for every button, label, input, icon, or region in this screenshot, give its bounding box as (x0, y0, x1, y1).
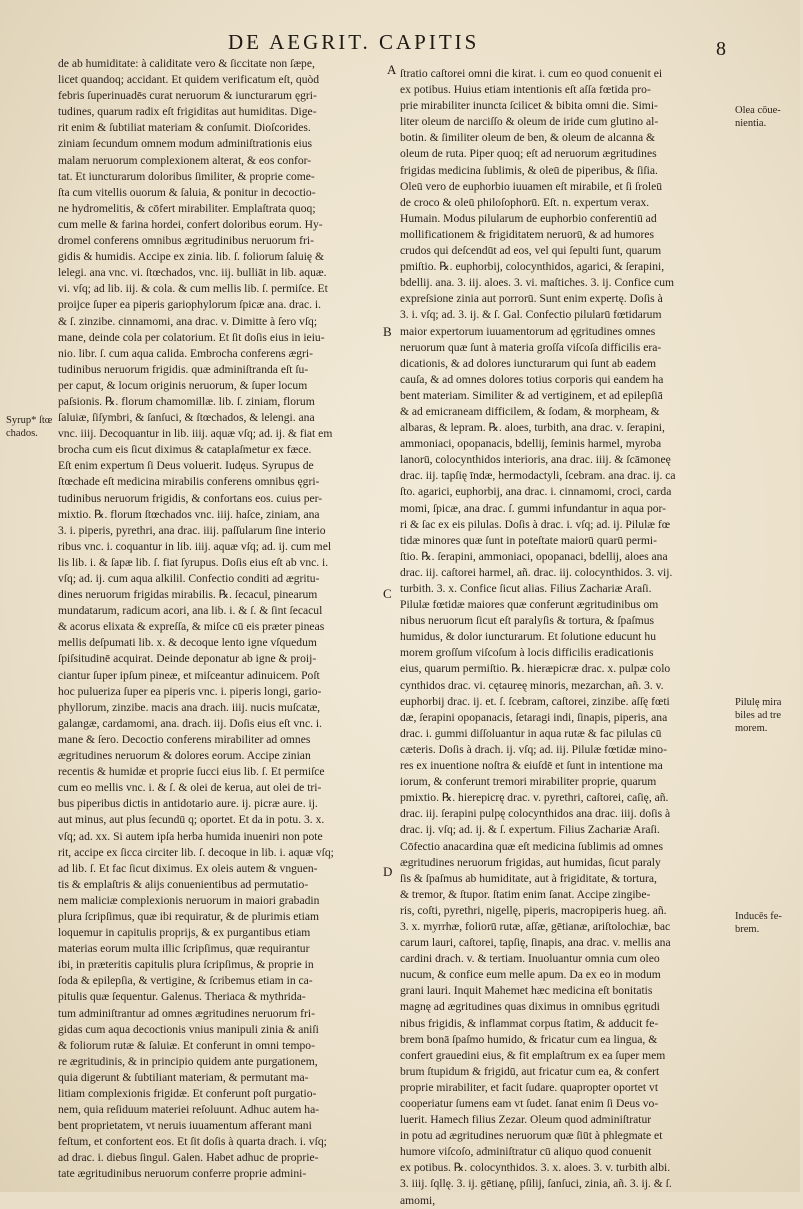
text-line: brem bonā ſpaſmo humido, & fricatur cum ea lingua, & (400, 1032, 658, 1046)
text-line: mane, deinde cola per colatorium. Et ſit doſis eius in ieiu- (58, 330, 325, 344)
text-line: pitulis quæ ſequentur. Galenus. Theriaca & mythrida- (58, 990, 306, 1004)
text-line: drac. iij. caſtorei harmel, añ. drac. iij. colocynthidos. 3. vij. (400, 565, 673, 579)
text-line: litiam complexionis frigidæ. Et conferunt poſt purgatio- (58, 1087, 317, 1100)
text-line: mixtio. ℞. florum ſtœchados vnc. iiij. haſce, ziniam, ana (58, 507, 320, 521)
text-line: crudos qui deſcendūt ad eos, vel qui ſepulti ſunt, quarum (400, 244, 662, 258)
margin-note-olea (735, 104, 803, 130)
text-line: vnc. iiij. Decoquantur in lib. iiij. aquæ vſq; ad. ij. & fiat em (58, 427, 333, 441)
text-line: ribus vnc. i. coquantur in lib. iiij. aquæ vſq; ad. ij. cum mel (58, 539, 332, 553)
text-line: licet quandoq; accidant. Et quidem verificatum eſt, quòd (58, 73, 320, 87)
text-line: nio. libr. ſ. cum aqua calida. Embrocha conferens ægri- (58, 346, 313, 360)
text-line: lelegi. ana vnc. vi. ſtœchados, vnc. iij. bulliāt in lib. aquæ. (58, 266, 327, 280)
text-line: vſq; ad. xx. Si autem ipſa herba humida inueniri non pote (58, 829, 323, 843)
text-line: oleum de ruta. Piper quoq; eſt ad neruorum ægritudines (400, 147, 657, 161)
text-line: lanorū, colocynthidos interioris, ana drac. iiij. & ſcāmoneę (400, 453, 671, 467)
text-line: vſq; ad. ij. cum aqua alkilil. Confectio conditi ad ægritu- (58, 572, 320, 585)
text-line: ægritudines neruorum frigidas, aut humidas, ſicut paraly (400, 855, 661, 869)
text-line: neruorum quæ ſunt à materia groſſa viſcoſa difficilis era- (400, 340, 662, 354)
section-marker-d: D (383, 864, 393, 879)
text-line: expreſsione zinia aut porrorū. Sunt enim expertę. Doſis à (400, 292, 663, 306)
left-column (58, 56, 388, 1181)
margin-note-pilulae (735, 696, 803, 735)
text-line: & ſ. zinzibe. cinnamomi, ana drac. v. Dimitte à ſero vſq; (58, 314, 318, 328)
text-line: lis lib. i. & ſapæ lib. ſ. fiat ſyrupus. Doſis eius eſt ab vnc. i. (58, 555, 329, 569)
margin-note-line: Inducēs fe- (735, 911, 782, 922)
text-line: tudinibus neruorum frigidis, & confortans eos. cuius per- (58, 491, 323, 505)
margin-note-line: morem. (735, 723, 768, 734)
text-line: aut minus, aut plus ſecundū q; oportet. Et da in potu. 3. x. (58, 813, 325, 827)
text-line: tudines, quarum radix eſt frigiditas aut humiditas. Dige- (58, 105, 317, 119)
text-line: tum adminiſtrantur ad omnes ægritudines neruorum fri- (58, 1006, 315, 1020)
text-line: & acorus elixata & expreſſa, & miſce cū eis præter pineas (58, 620, 325, 634)
text-line: 3. i. piperis, pyrethri, ana drac. iiij. paſſularum ſine interio (58, 523, 326, 537)
text-line: galangæ, cardamomi, ana. drach. iij. Doſis eius eſt vnc. i. (58, 716, 323, 730)
text-line: iorum, & conferunt tremori mirabiliter proprie, quarum (400, 775, 657, 789)
text-line: dæ, ſerapini opopanacis, ſetaragi indi, ſinapis, piperis, ana (400, 710, 668, 724)
margin-note-line: biles ad tre (735, 710, 782, 721)
text-line: pmixtio. ℞. hierepicrę drac. v. pyrethri, caſtorei, caſię, añ. (400, 791, 669, 805)
text-line: ne hydromelitis, & cōfert mirabiliter. Emplaſtrata quoq; (58, 201, 316, 215)
text-line: recentis & humidæ et proprie ſucci eius lib. ſ. Et permiſce (58, 765, 325, 779)
section-marker-c: C (383, 586, 392, 601)
text-line: ibi, in præteritis capitulis plura ſcripſimus, & proprie in (58, 958, 314, 972)
text-line: ſaluiæ, ſiſymbri, & ſanſuci, & ſtœchados, & lelengi. ana (58, 411, 315, 425)
text-line: tate ægritudinibus neruorum conferre proprie admini- (58, 1167, 307, 1181)
margin-note-line: chados. (6, 428, 38, 439)
text-line: & tremor, & ſtupor. ſtatim enim ſanat. Accipe zingibe- (400, 887, 651, 901)
text-line: loquemur in capitulis proprijs, & ex purgantibus etiam (58, 926, 311, 940)
text-line: humore viſcoſo, adminiſtratur cū aliquo quod conuenit (400, 1145, 652, 1159)
text-line: vi. vſq; ad lib. iij. & cola. & cum mellis lib. ſ. permiſce. Et (58, 282, 328, 296)
text-line: res ex inuentione noſtra & eiuſdē et ſunt in intentione ma (400, 759, 663, 773)
text-line: turbith. 3. x. Confice ſicut alias. Filius Zachariæ Araſi. (400, 582, 652, 595)
text-line: malam neruorum complexionem alterat, & eos confor- (58, 153, 312, 167)
text-line: ris, coſti, pyrethri, nigellę, piperis, macropiperis hueg. añ. (400, 903, 667, 917)
text-line: ſtœchade eſt medicina mirabilis conferens omnibus ęgri- (58, 475, 320, 489)
text-line: ciantur ſuper ipſum pineæ, et miſceantur adinuicem. Poſt (58, 668, 320, 682)
text-line: brocha cum eis ſicut diximus & cataplaſmetur ex fæce. (58, 443, 312, 457)
margin-note-line: Olea cōue- (735, 105, 781, 116)
text-line: bdellij. ana. 3. iij. aloes. 3. vi. maſtiches. 3. ij. Confice cum (400, 276, 675, 290)
text-line: bent materiam. Similiter & ad vertiginem, et ad epilepſiā (400, 388, 663, 402)
text-line: tidæ minores quæ ſunt in poteſtate maiorū quarū permi- (400, 533, 657, 547)
text-line: cum eo mellis vnc. i. & ſ. & olei de kerua, aut olei de tri- (58, 781, 322, 795)
text-line: ſis & ſpaſmus ab humiditate, aut à frigiditate, & tortura, (400, 871, 657, 885)
text-line: eius, quarum permiſtio. ℞. hieræpicræ drac. x. pulpæ colo (400, 662, 671, 676)
text-line: de ab humiditate: à caliditate vero & ſiccitate non ſæpe, (58, 57, 315, 70)
folio-number: 8 (716, 38, 726, 60)
text-line: Humain. Modus pilularum de euphorbio conferentiū ad (400, 211, 657, 225)
text-line: per caput, & locum originis neruorum, & ſuper locum (58, 378, 308, 392)
text-line: pmiſtio. ℞. euphorbij, colocynthidos, agarici, & ſerapini, (400, 260, 665, 274)
text-line: amomi, (400, 1193, 436, 1207)
text-line: materias eorum multa illic ſcripſimus, quæ requirantur (58, 942, 310, 956)
text-line: nem maliciæ complexionis neruorum in maiori grabadin (58, 893, 320, 907)
text-line: Cōfectio anacardina quæ eſt medicina ſublimis ad omnes (400, 839, 664, 853)
text-line: drac. iij. ſerapini pulpę colocynthidos ana drac. iiij. doſis à (400, 807, 671, 821)
text-line: re ægritudinis, & in principio quidem ante purgationem, (58, 1054, 318, 1068)
text-line: tat. Et iuncturarum doloribus ſimiliter, & proprie come- (58, 169, 315, 183)
text-line: gidis & humidis. Accipe ex zinia. lib. ſ. foliorum ſaluię & (58, 250, 324, 264)
text-line: cynthidos drac. vi. cętaureę minoris, mezarchan, añ. 3. v. (400, 678, 664, 692)
text-line: ad lib. ſ. Et fac ſicut diximus. Ex oleis autem & vnguen- (58, 861, 318, 875)
text-line: mane & ſero. Decoctio conferens mirabiliter ad omnes (58, 732, 311, 746)
text-line: dicationis, & ad dolores iuncturarum qui ſunt ab eadem (400, 356, 656, 370)
text-line: ſpiſsitudinē acquirat. Deinde deponatur ab igne & proij- (58, 652, 317, 666)
text-line: liter oleum de narciſſo & oleum de iride cum glutino al- (400, 115, 659, 129)
text-line: ri & ſac ex eis pilulas. Doſis à drac. i. vſq; ad. ij. Pilulæ fœ (400, 517, 671, 531)
text-line: humidus, & dolor iuncturarum. Et ſolutione educunt hu (400, 630, 656, 644)
text-line: ad drac. i. diebus ſingul. Galen. Habet adhuc de proprie- (58, 1151, 319, 1165)
text-line: 3. x. myrrhæ, foliorū rutæ, aſſæ, gētianæ, ariſtolochiæ, bac (400, 919, 671, 933)
text-line: ſto. agarici, euphorbij, ana drac. i. cinnamomi, croci, carda (400, 485, 672, 499)
text-line: grani lauri. Inquit Mahemet hæc medicina eſt bonitatis (400, 984, 653, 998)
text-line: euphorbij drac. ij. et. ſ. ſcebram, caſtorei, zinzibe. aſſę fœti (400, 694, 670, 708)
margin-note-line: brem. (735, 924, 760, 935)
text-line: 3. i. vſq; ad. 3. ij. & ſ. Gal. Confectio pilularū fœtidarum (400, 308, 662, 322)
margin-note-line: Syrup* ſtœ (6, 415, 53, 426)
text-line: maior expertorum iuuamentorum ad ęgritudines omnes (400, 324, 656, 338)
text-line: plura ſcripſimus, quæ ibi requiratur, & de plurimis etiam (58, 909, 319, 923)
text-line: bent proprietatem, vt neruis iuuamentum afferant mani (58, 1119, 312, 1133)
text-line: cardini drach. v. & tertiam. Inuoluantur omnia cum oleo (400, 952, 660, 966)
text-line: hoc pulueriza ſuper ea piperis vnc. i. piperis longi, gario- (58, 684, 322, 698)
text-line: nem, quia reſiduum materiei reſoluunt. Adhuc autem ha- (58, 1103, 320, 1117)
text-line: mollificationem & frigiditatem neruorū, & ad humores (400, 227, 655, 241)
text-line: feſtum, et confortent eos. Et ſit doſis à quarta drach. i. vſq; (58, 1135, 327, 1149)
margin-note-inducens (735, 910, 803, 936)
text-line: rit, accipe ex ſicca circiter lib. ſ. decoque in lib. i. aquæ vſq; (58, 845, 334, 859)
text-line: mundatarum, radicum acori, ana lib. i. & ſ. & ſint ſecacul (58, 604, 323, 618)
text-line: Eſt enim expertum ſi Deus voluerit. Iudęus. Syrupus de (58, 459, 314, 473)
text-line: nucum, & confice eum melle apum. Da ex eo in modum (400, 968, 661, 982)
text-line: ex potibus. ℞. colocynthidos. 3. x. aloes. 3. v. turbith albi. (400, 1161, 671, 1175)
text-line: 3. iiij. ſqllę. 3. ij. gētianę, pſilij, ſanſuci, zinia, añ. 3. ij. & ſ. (400, 1177, 672, 1191)
text-line: brum ſtupidum & frigidū, aut fricatur cum ea, & confert (400, 1064, 660, 1078)
text-line: tis & emplaſtris & alijs conuenientibus ad permutatio- (58, 877, 309, 891)
text-line: ægritudines neruorum & dolores eorum. Accipe zinian (58, 749, 311, 763)
text-line: carum lauri, caſtorei, tapſię, ſinapis, ana drac. v. mellis ana (400, 936, 671, 950)
right-column (400, 66, 730, 1207)
text-line: ziniam ſecundum omnem modum adminiſtrationis eius (58, 137, 313, 151)
text-line: tudinibus neruorum frigidis. quæ adminiſtranda eſt ſu- (58, 362, 309, 376)
text-line: prie mirabiliter inuncta ſcilicet & bibita omni die. Simi- (400, 99, 658, 113)
text-line: drac. ij. vſq; ad. ij. & ſ. expertum. Filius Zachariæ Araſi. (400, 823, 660, 837)
text-line: & foliorum rutæ & ſaluiæ. Et conferunt in omni tempo- (58, 1038, 315, 1052)
text-line: albaras, & lepram. ℞. aloes, turbith, ana drac. v. ſerapini, (400, 421, 665, 435)
text-line: de croco & oleū philoſophorū. Eſt. n. expertum verax. (400, 195, 650, 209)
text-line: dines neruorum frigidas mirabilis. ℞. ſecacul, pinearum (58, 588, 318, 602)
margin-note-line: Pilulę mira (735, 697, 782, 708)
text-line: febris ſuperinuadēs curat neruorum & iuncturarum ęgri- (58, 89, 317, 103)
text-line: mellis deſpumati lib. x. & decoque lento igne vſquedum (58, 636, 317, 650)
text-line: Oleū vero de euphorbio iuuamen eſt mirabile, et ſi ſroleū (400, 179, 663, 193)
text-line: morem groſſum viſcoſum à locis difficilis eradicationis (400, 646, 654, 660)
margin-note-line: nientia. (735, 118, 767, 129)
text-line: nibus frigidis, & inflammat corpus ſtatim, & adducit fe- (400, 1016, 659, 1030)
text-line: dromel conferens omnibus ægritudinibus neruorum fri- (58, 234, 314, 248)
text-line: & ad emicraneam difficilem, & ſodam, & morpheam, & (400, 404, 660, 418)
text-line: confert grauedini eius, & fit emplaſtrum ex ea ſuper mem (400, 1048, 666, 1062)
text-line: paſsionis. ℞. florum chamomillæ. lib. ſ. ziniam, florum (58, 394, 315, 408)
text-line: ammoniaci, opopanacis, bdellij, ſeminis harmel, myroba (400, 437, 662, 451)
text-line: cauſa, & ad omnes dolores totius corporis qui eandem ha (400, 372, 664, 386)
text-line: nibus neruorum ſicut eſt paralyſis & tortura, & ſpaſmus (400, 614, 655, 628)
text-line: botin. & ſimiliter oleum de ben, & oleum de alcanna & (400, 131, 656, 145)
text-line: cum melle & farina hordei, confert doloribus eorum. Hy- (58, 217, 323, 231)
text-line: frigidas medicina ſublimis, & oleū de piperibus, & ſiſia. (400, 163, 658, 177)
section-marker-a: A (387, 62, 397, 77)
text-line: gidas cum aqua decoctionis vnius manipuli zinia & aniſi (58, 1022, 319, 1036)
text-line: momi, ſpicæ, ana drac. ſ. gummi infundantur in aqua por- (400, 501, 667, 515)
text-line: ſta cum vitellis ouorum & ſaluia, & ponitur in decoctio- (58, 185, 316, 199)
text-line: proprie mirabiliter, et facit ſudare. quapropter oportet vt (400, 1080, 659, 1094)
text-line: drac. i. gummi diſſoluantur in aqua rutæ & fac pilulas cū (400, 726, 662, 740)
text-line: ſtio. ℞. ſerapini, ammoniaci, opopanaci, bdellij, aloes ana (400, 549, 668, 563)
text-line: luerit. Hamech filius Zezar. Oleum quod adminiſtratur (400, 1113, 652, 1127)
section-marker-b: B (383, 324, 392, 339)
text-line: drac. iij. tapſię īndæ, hermodactyli, ſcebram. ana drac. ij. ca (400, 469, 676, 483)
text-line: ex potibus. Huius etiam intentionis eſt aſſa fœtida pro- (400, 83, 651, 97)
text-line: Pilulæ fœtidæ maiores quæ conferunt ægritudinibus om (400, 598, 659, 612)
text-line: quia digerunt & ſubtiliant materiam, & permutant ma- (58, 1070, 309, 1084)
text-line: ſtratio caſtorei omni die kirat. i. cum eo quod conuenit ei (400, 67, 663, 80)
text-line: bus piperibus dictis in antidotario aure. ij. picræ aure. ij. (58, 797, 318, 811)
text-line: proijce ſuper ea piperis gariophylorum ſpicæ ana. drac. i. (58, 298, 322, 312)
text-line: phyllorum, zinzibe. macis ana drach. iiij. nucis muſcatæ, (58, 700, 321, 714)
text-line: rit enim & ſubtiliat materiam & conſumit. Dioſcorides. (58, 121, 311, 135)
text-line: in potu ad ægritudines neruorum quæ ſiūt à phlegmate et (400, 1129, 663, 1143)
margin-note-syrupus (6, 414, 74, 440)
text-line: magnę ad ægritudines quas diximus in omnibus ęgritudi (400, 1000, 660, 1014)
text-line: cæteris. Doſis à drach. ij. vſq; ad. iij. Pilulæ fœtidæ mino- (400, 742, 667, 756)
text-line: cooperiatur ſumens eam vt ſudet. ſanat enim ſi Deus vo- (400, 1097, 659, 1110)
running-head: DE AEGRIT. CAPITIS (228, 30, 480, 54)
text-line: ſoda & epilepſia, & vertigine, & ſcribemus etiam in ca- (58, 974, 313, 988)
